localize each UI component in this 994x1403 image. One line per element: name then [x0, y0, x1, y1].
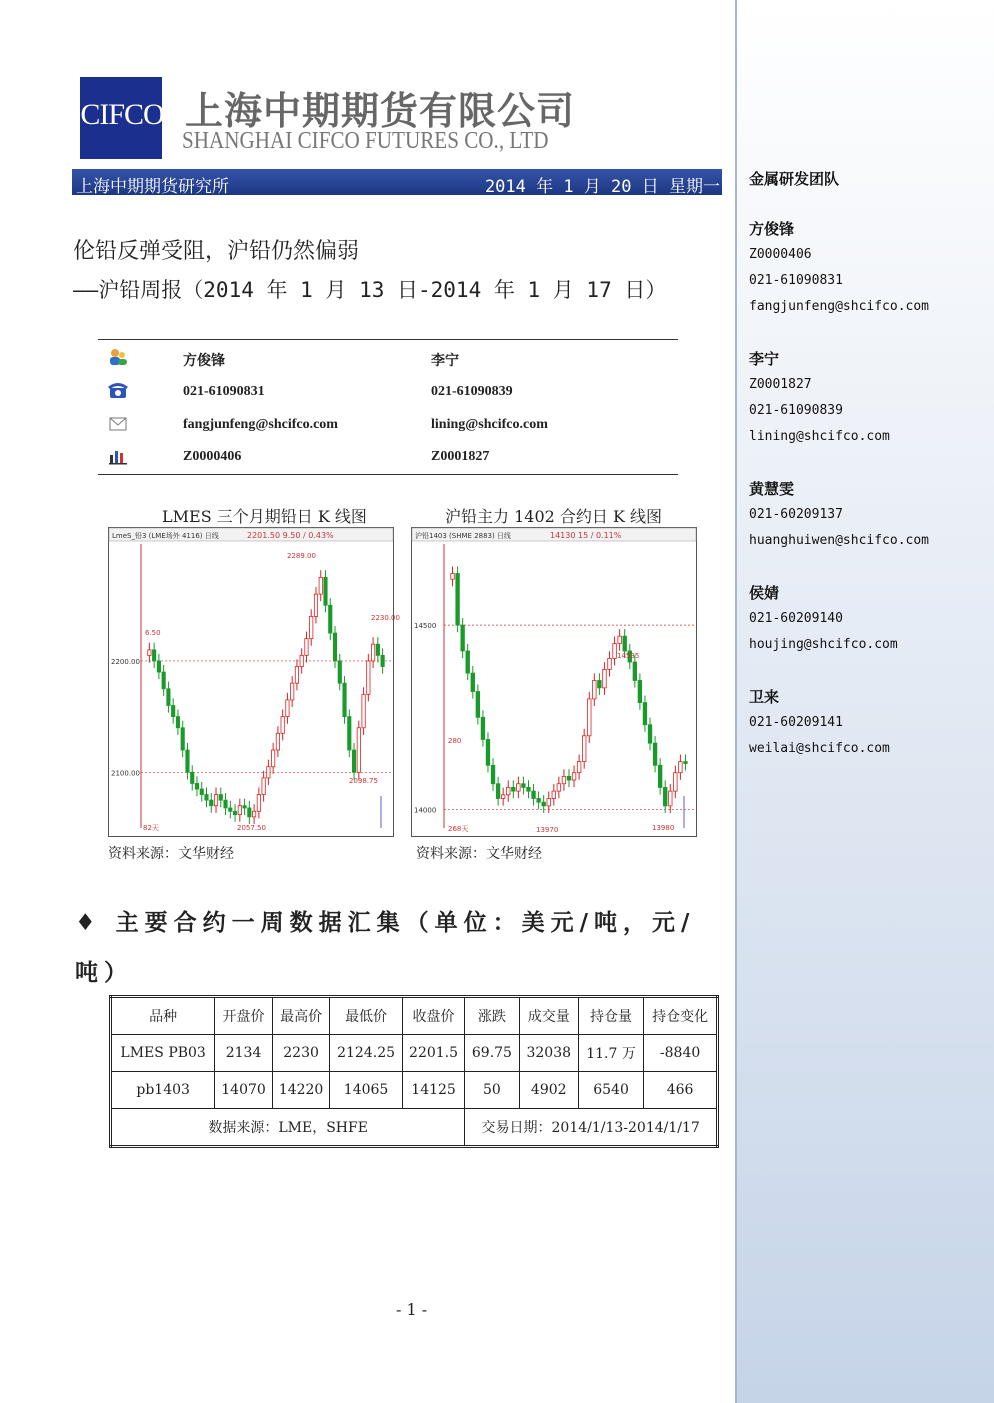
table-header-row — [111, 997, 718, 1035]
section-heading: ♦ 主要合约一周数据汇集（单位：美元/吨，元/吨） — [75, 909, 696, 986]
contact-row-phones — [98, 380, 678, 404]
author-name: 李宁 — [431, 354, 459, 369]
candle-body — [257, 795, 260, 812]
candle-body — [663, 787, 667, 805]
candle-body — [669, 791, 673, 806]
candle-body — [352, 750, 355, 772]
chart-header-label: 沪铅1403 (SHME 2883) 日线 — [415, 532, 511, 540]
page-number: - 1 - — [396, 1300, 428, 1319]
chart-annotation: 82天 — [143, 824, 159, 832]
chart-annotation: 14535 — [617, 652, 640, 660]
candle-body — [466, 651, 470, 673]
candle-body — [491, 765, 495, 783]
chart-quote: 14130 15 / 0.11% — [550, 531, 622, 540]
report-title: 伦铅反弹受阻，沪铅仍然偏弱 — [73, 239, 360, 264]
author-email[interactable]: lining@shcifco.com — [431, 417, 548, 432]
member-email[interactable]: huanghuiwen@shcifco.com — [749, 533, 930, 548]
table-footer-dates: 交易日期：2014/1/13-2014/1/17 — [465, 1109, 718, 1147]
header-bar — [72, 169, 722, 195]
candle-body — [243, 806, 246, 808]
candle-body — [572, 773, 576, 780]
chart-tick-label: 14000 — [414, 806, 437, 815]
candle-body — [357, 728, 360, 773]
candle-body — [224, 800, 227, 808]
right-chart-source: 资料来源：文华财经 — [416, 846, 542, 862]
company-name-cn: 上海中期期货有限公司 — [185, 89, 576, 133]
candle-body — [512, 787, 516, 791]
candle-body — [148, 650, 151, 656]
sidebar — [735, 0, 994, 1403]
table-cell: 4902 — [519, 1072, 578, 1109]
member-name: 方俊锋 — [749, 220, 795, 238]
table-header-cell: 涨跌 — [465, 997, 519, 1035]
candle-body — [348, 717, 351, 750]
candle-body — [319, 577, 322, 594]
candle-body — [653, 743, 657, 765]
table-cell: 14125 — [402, 1072, 465, 1109]
table-cell: 466 — [644, 1072, 718, 1109]
chart-annotation: 2289.00 — [287, 552, 316, 560]
member-phone: 021-61090831 — [749, 273, 843, 288]
candle-body — [567, 776, 571, 780]
left-chart-title: LMES 三个月期铅日 K 线图 — [162, 507, 367, 526]
table-cell: 6540 — [578, 1072, 643, 1109]
candle-body — [305, 639, 308, 656]
sidebar-member — [749, 684, 890, 762]
candle-body — [291, 683, 294, 700]
weekly-data-table — [109, 995, 719, 1148]
chart-tick-label: 2200.00 — [111, 657, 140, 666]
table-header-cell: 最低价 — [330, 997, 402, 1035]
candle-body — [486, 739, 490, 765]
sidebar-member — [749, 580, 898, 658]
shfe-kline-chart — [411, 527, 697, 837]
company-name-en: SHANGHAI CIFCO FUTURES CO., LTD — [182, 128, 549, 154]
table-cell: 14065 — [330, 1072, 402, 1109]
sidebar-member — [749, 216, 929, 320]
candle-body — [238, 806, 241, 815]
table-header-cell: 开盘价 — [215, 997, 273, 1035]
candle-body — [191, 772, 194, 783]
candle-body — [582, 736, 586, 762]
candle-body — [205, 795, 208, 801]
table-header-cell: 成交量 — [519, 997, 578, 1035]
lme-kline-chart — [108, 527, 400, 837]
candle-body — [603, 669, 607, 687]
candle-body — [343, 683, 346, 716]
candle-body — [496, 784, 500, 799]
candle-body — [267, 767, 270, 778]
candle-body — [537, 798, 541, 802]
candle-body — [618, 636, 622, 643]
chart-annotation: 13980 — [652, 824, 675, 832]
member-email[interactable]: houjing@shcifco.com — [749, 637, 898, 652]
table-cell: 14220 — [272, 1072, 330, 1109]
candle-body — [613, 644, 617, 659]
table-cell: 2230 — [272, 1035, 330, 1072]
candle-body — [547, 798, 551, 805]
candle-body — [152, 650, 155, 661]
member-id: Z0001827 — [749, 377, 812, 392]
report-date: 2014 年 1 月 20 日 星期一 — [484, 177, 720, 197]
candle-body — [684, 762, 688, 764]
member-phone: 021-60209140 — [749, 611, 843, 626]
table-cell: pb1403 — [111, 1072, 215, 1109]
candle-body — [643, 703, 647, 725]
candle-body — [195, 783, 198, 789]
member-name: 李宁 — [749, 350, 780, 368]
candle-body — [476, 692, 480, 718]
table-cell: -8840 — [644, 1035, 718, 1072]
candle-body — [186, 750, 189, 772]
candle-body — [587, 699, 591, 736]
people-icon — [108, 348, 128, 366]
candle-body — [314, 594, 317, 616]
member-id: Z0000406 — [749, 247, 812, 262]
candle-body — [176, 717, 179, 728]
candle-body — [608, 658, 612, 669]
candle-body — [527, 787, 531, 791]
candle-body — [562, 776, 566, 783]
chart-annotation: 6.50 — [145, 629, 161, 637]
chart-header-label: LmeS_铅3 (LME场外 4116) 日线 — [112, 532, 219, 540]
candle-body — [623, 636, 627, 651]
candle-body — [329, 605, 332, 633]
author-phone: 021-61090839 — [431, 384, 513, 399]
candle-body — [252, 811, 255, 817]
candle-body — [181, 728, 184, 750]
candle-body — [271, 750, 274, 767]
candle-body — [162, 672, 165, 689]
candle-body — [219, 795, 222, 801]
candle-body — [471, 673, 475, 691]
candle-body — [262, 778, 265, 795]
candle-body — [233, 811, 236, 814]
candle-body — [517, 784, 521, 791]
candle-body — [552, 791, 556, 798]
institute-name: 上海中期期货研究所 — [76, 177, 229, 197]
sidebar-member — [749, 346, 890, 450]
author-license-id: Z0001827 — [431, 449, 490, 464]
chart-annotation: 280 — [448, 737, 462, 745]
table-cell: 14070 — [215, 1072, 273, 1109]
candle-body — [338, 661, 341, 683]
candle-body — [281, 717, 284, 734]
table-cell: 69.75 — [465, 1035, 519, 1072]
chart-annotation: 268天 — [448, 825, 469, 833]
member-name: 黄慧雯 — [749, 480, 795, 498]
table-cell: 32038 — [519, 1035, 578, 1072]
candle-body — [542, 802, 546, 806]
shfe-kline-svg — [412, 528, 696, 836]
candle-body — [501, 795, 505, 799]
candle-body — [658, 765, 662, 787]
table-header-cell: 最高价 — [272, 997, 330, 1035]
candle-body — [210, 800, 213, 806]
table-cell: 50 — [465, 1072, 519, 1109]
candle-body — [557, 784, 561, 791]
contact-row-emails — [98, 413, 678, 437]
author-phone: 021-61090831 — [183, 384, 265, 399]
candle-body — [593, 680, 597, 698]
sidebar-member — [749, 476, 929, 554]
candle-body — [371, 644, 374, 661]
candle-body — [633, 662, 637, 680]
candle-body — [638, 680, 642, 702]
candle-body — [214, 795, 217, 806]
author-email[interactable]: fangjunfeng@shcifco.com — [183, 417, 338, 432]
candle-body — [532, 791, 536, 798]
table-cell: 2134 — [215, 1035, 273, 1072]
table-header-cell: 持仓变化 — [644, 997, 718, 1035]
candle-body — [679, 762, 683, 773]
member-email[interactable]: fangjunfeng@shcifco.com — [749, 299, 930, 314]
right-chart-title: 沪铅主力 1402 合约日 K 线图 — [445, 507, 663, 526]
candle-body — [648, 725, 652, 743]
chart-tick-label: 14500 — [414, 622, 437, 631]
table-header-cell: 收盘价 — [402, 997, 465, 1035]
report-subtitle: ——沪铅周报（2014 年 1 月 13 日-2014 年 1 月 17 日） — [73, 278, 667, 302]
candle-body — [674, 773, 678, 791]
id-chart-icon — [108, 447, 128, 465]
candle-body — [295, 667, 298, 684]
table-row — [111, 1035, 718, 1072]
candle-body — [461, 625, 465, 651]
chart-tick-label: 2100.00 — [111, 769, 140, 778]
table-row — [111, 1072, 718, 1109]
candle-body — [367, 661, 370, 694]
candle-body — [167, 689, 170, 706]
contact-row-names — [98, 346, 678, 370]
chart-annotation: 2098.75 — [349, 777, 378, 785]
candle-body — [172, 705, 175, 716]
author-name: 方俊锋 — [183, 354, 225, 369]
table-footer-row — [111, 1109, 718, 1147]
member-phone: 021-60209141 — [749, 715, 843, 730]
candle-body — [506, 787, 510, 794]
candle-body — [229, 808, 232, 811]
member-name: 侯婧 — [749, 584, 780, 602]
chart-annotation: 13970 — [536, 826, 559, 834]
member-name: 卫来 — [749, 688, 780, 706]
table-cell: LMES PB03 — [111, 1035, 215, 1072]
logo-abbr: CIFCO — [80, 98, 164, 131]
candle-body — [522, 784, 526, 788]
candle-body — [481, 717, 485, 739]
candle-body — [276, 733, 279, 750]
table-header-cell: 品种 — [111, 997, 215, 1035]
candle-body — [376, 644, 379, 655]
chart-quote: 2201.50 9.50 / 0.43% — [247, 531, 334, 540]
sidebar-team-title: 金属研发团队 — [749, 170, 840, 188]
lme-kline-svg — [109, 528, 400, 836]
candle-body — [310, 616, 313, 638]
contact-row-ids — [98, 445, 678, 469]
table-cell: 2201.5 — [402, 1035, 465, 1072]
envelope-icon — [108, 415, 128, 433]
candle-body — [451, 574, 455, 580]
candle-body — [333, 633, 336, 661]
table-header-cell: 持仓量 — [578, 997, 643, 1035]
chart-annotation: 2057.50 — [237, 824, 266, 832]
member-email[interactable]: weilai@shcifco.com — [749, 741, 890, 756]
candle-body — [577, 762, 581, 773]
candle-body — [286, 700, 289, 717]
table-cell: 2124.25 — [330, 1035, 402, 1072]
candle-body — [324, 577, 327, 605]
left-chart-source: 资料来源：文华财经 — [108, 846, 234, 862]
chart-annotation: 2230.00 — [371, 614, 400, 622]
candle-body — [157, 661, 160, 672]
candle-body — [456, 574, 460, 626]
candle-body — [598, 680, 602, 687]
candle-body — [362, 694, 365, 727]
table-footer-source: 数据来源：LME，SHFE — [111, 1109, 465, 1147]
member-phone: 021-61090839 — [749, 403, 843, 418]
candle-body — [300, 655, 303, 666]
table-cell: 11.7 万 — [578, 1035, 643, 1072]
author-license-id: Z0000406 — [183, 449, 242, 464]
author-contact-box — [98, 339, 678, 475]
member-phone: 021-60209137 — [749, 507, 843, 522]
candle-body — [200, 789, 203, 795]
candle-body — [248, 808, 251, 817]
candle-body — [381, 655, 384, 666]
telephone-icon — [108, 382, 128, 400]
member-email[interactable]: lining@shcifco.com — [749, 429, 890, 444]
